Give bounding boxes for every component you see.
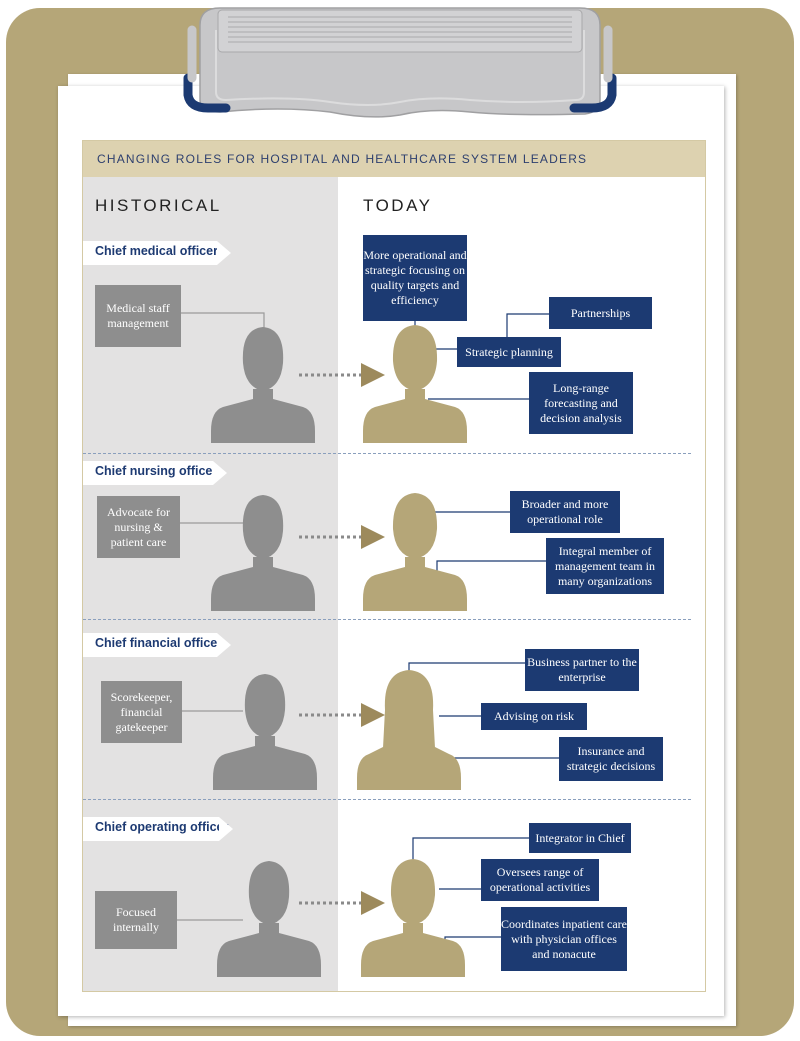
today-silhouette: [357, 670, 461, 790]
historical-silhouette: [217, 861, 321, 977]
today-role-box: More operational and strategic focusing on quality targets and efficiency: [363, 235, 467, 321]
today-role-box: Oversees range of operational activities: [481, 859, 599, 901]
historical-silhouette: [211, 495, 315, 611]
historical-role-box: Focused internally: [95, 891, 177, 949]
role-label-cfo: Chief financial officer: [83, 633, 217, 657]
today-role-box: Strategic planning: [457, 337, 561, 367]
today-role-box: Partnerships: [549, 297, 652, 329]
today-role-box: Business partner to the enterprise: [525, 649, 639, 691]
today-silhouette: [363, 493, 467, 611]
today-role-box: Coordinates inpatient care with physician offices and nonacute: [501, 907, 627, 971]
today-silhouette: [361, 859, 465, 977]
today-role-box: Insurance and strategic decisions: [559, 737, 663, 781]
today-role-box: Integrator in Chief: [529, 823, 631, 853]
infographic-frame: [82, 140, 706, 992]
today-silhouette: [363, 325, 467, 443]
today-role-box: Broader and more operational role: [510, 491, 620, 533]
historical-role-box: Scorekeeper, financial gatekeeper: [101, 681, 182, 743]
historical-silhouette: [211, 327, 315, 443]
today-role-box: Advising on risk: [481, 703, 587, 730]
role-label-coo: Chief operating officer: [83, 817, 219, 841]
infographic-title: CHANGING ROLES FOR HOSPITAL AND HEALTHCARE SYSTEM LEADERS: [97, 152, 588, 166]
historical-silhouette: [213, 674, 317, 790]
historical-heading: HISTORICAL: [95, 196, 222, 215]
role-label-cmo: Chief medical officer: [83, 241, 217, 265]
historical-role-box: Advocate for nursing & patient care: [97, 496, 180, 558]
today-role-box: Integral member of management team in many organizations: [546, 538, 664, 594]
clipboard-clip-icon: [180, 0, 620, 130]
historical-role-box: Medical staff management: [95, 285, 181, 347]
role-label-cno: Chief nursing officer: [83, 461, 213, 485]
today-heading: TODAY: [363, 196, 433, 215]
today-role-box: Long-range forecasting and decision analysis: [529, 372, 633, 434]
